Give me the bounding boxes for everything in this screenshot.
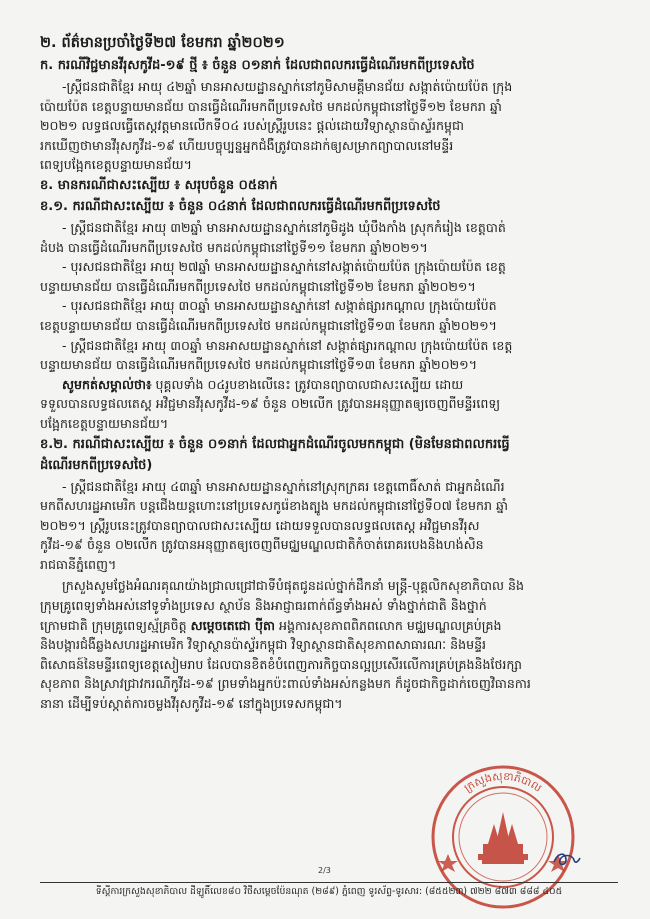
page-number: 2/3: [318, 866, 331, 875]
paragraph-line: មកពីសហរដ្ឋអាមេរិក បន្តជើងយន្តហោះនៅប្រទេសកូរ៉េខាងត្បូង មកដល់កម្ពុជានៅថ្ងៃទី០៧ ខែមករា ឆ្នាំ: [40, 498, 508, 514]
case-a-body: [40, 77, 618, 175]
note-label: សូមកត់សម្គាល់ថា៖: [62, 376, 152, 392]
paragraph-line: - ស្រ្តីជនជាតិខ្មែរ អាយុ ៤៣ឆ្នាំ មានអាសយដ្ឋានស្នាក់នៅស្រុកក្រគរ ខេត្តពោធិ៍សាត់ ជាអ្នកដំណើរ: [62, 478, 505, 494]
list-item-line: បន្ទាយមានជ័យ បានធ្វើដំណើរមកពីប្រទេសថៃ មកដល់កម្ពុជានៅថ្ងៃទី១៣ ខែមករា ឆ្នាំ២០២១។: [40, 357, 477, 373]
document-body: [40, 32, 618, 714]
paragraph-line: ពេទ្យបង្អែកខេត្តបន្ទាយមានជ័យ។: [40, 157, 192, 173]
list-item-line: - បុរសជនជាតិខ្មែរ អាយុ ២៧ឆ្នាំ មានអាសយដ្ឋានស្នាក់នៅសង្កាត់ប៉ោយប៉ែត ក្រុងប៉ោយប៉ែត ខេត្ត: [62, 259, 506, 275]
seal-text: ក្រសួងសុខាភិបាល: [461, 769, 545, 795]
list-item-line: - ស្រ្តីជនជាតិខ្មែរ អាយុ ៣០ឆ្នាំ មានអាសយដ្ឋានស្នាក់នៅ សង្កាត់ផ្សារកណ្តាល ក្រុងប៉ោយប៉ែត ខេត្ត: [62, 337, 513, 353]
closing-text: អង្គការសុខភាពពិភពលោក មជ្ឈមណ្ឌលគ្រប់គ្រង: [275, 617, 502, 633]
paragraph-line: ២០២១។ ស្រ្តីរូបនេះត្រូវបានព្យាបាលជាសះស្បើយ ដោយទទួលបានលទ្ធផលតេស្ត អវិជ្ជមានវីរុស: [40, 517, 480, 533]
note-line: ទទួលបានលទ្ធផលតេស្ត អវិជ្ជមានវីរុសកូវីដ-១៩ ចំនួន ០២លើក ត្រូវបានអនុញ្ញាតឲ្យចេញពីមន្ទីរពេទ្យ: [40, 396, 501, 412]
closing-line: នានា ដើម្បីទប់ស្កាត់ការចម្លងវីរុសកូវីដ-១៩ នៅក្នុងប្រទេសកម្ពុជា។: [40, 696, 343, 712]
closing-paragraph: [40, 576, 618, 713]
case-b2-title-cont: ដំណើរមកពីប្រទេសថៃ): [40, 457, 153, 473]
closing-text: ក្រោមជាតិ ក្រុមគ្រូពេទ្យស្ម័គ្រចិត្ត: [40, 617, 191, 633]
list-item-line: - ស្រ្តីជនជាតិខ្មែរ អាយុ ៣២ឆ្នាំ មានអាសយដ្ឋានស្នាក់នៅភូមិដូង ឃុំបឹងកាំង ស្រុកកំរៀង ខេត្តបាត់: [62, 219, 506, 235]
note-text: បុគ្គលទាំង ០៤រូបខាងលើនេះ ត្រូវបានព្យាបាលជាសះស្បើយ ដោយ: [151, 376, 464, 392]
paragraph-line: -ស្រ្តីជនជាតិខ្មែរ អាយុ ៤២ឆ្នាំ មានអាសយដ្ឋានស្នាក់នៅភូមិសាមគ្គីមានជ័យ សង្កាត់ប៉ោយប៉ែត ក្រុង: [62, 79, 513, 94]
temple-icon: [478, 812, 528, 864]
footer-address: ទីស្តីការក្រសួងសុខាភិបាល ដីឡូតិ៍លេខ៨០ វិថីសម្តេចប៉ែនណុត (២៨៩) ភ្នំពេញ ទូរស័ព្ទ-ទូរសារ: (៨៥៥២៣) ៧២២ ៨៧៣ ៨៨៨ ៤០៥: [95, 886, 563, 897]
closing-line: ក្រសួងសូមថ្លែងអំណរគុណយ៉ាងជ្រាលជ្រៅជាទីបំផុតជូនដល់ថ្នាក់ដឹកនាំ មន្ត្រី-បុគ្គលិកសុខាភិបាល និង: [62, 578, 525, 594]
list-item-line: បន្ទាយមានជ័យ បានធ្វើដំណើរមកពីប្រទេសថៃ មកដល់កម្ពុជានៅថ្ងៃទី១២ ខែមករា ឆ្នាំ២០២១។: [40, 278, 476, 294]
list-item-line: ដំបង បានធ្វើដំណើរមកពីប្រទេសថៃ មកដល់កម្ពុជានៅថ្ងៃទី១១ ខែមករា ឆ្នាំ២០២១។: [40, 239, 428, 255]
closing-line: [40, 616, 618, 636]
paragraph-line: កូវីដ-១៩ ចំនួន ០២លើក ត្រូវបានអនុញ្ញាតឲ្យចេញពីមជ្ឈមណ្ឌលជាតិកំចាត់រោគរបេងនិងហង់សិន: [40, 537, 484, 553]
case-b2-title: ខ.២. ករណីជាសះស្បើយ ៖ ចំនួន ០១នាក់ ដែលជាអ្នកដំណើរចូលមកកម្ពុជា (មិនមែនជាពលករធ្វើ: [40, 436, 510, 452]
case-b1-title: ខ.១. ករណីជាសះស្បើយ ៖ ចំនួន ០៤នាក់ ដែលជាពលករធ្វើដំណើរមកពីប្រទេសថៃ: [40, 198, 441, 214]
signature-mark: [550, 848, 584, 870]
section-heading: ២. ព័ត៌មានប្រចាំថ្ងៃទី២៧ ខែមករា ឆ្នាំ២០២១: [40, 35, 285, 51]
paragraph-line: រាជធានីភ្នំពេញ។: [40, 556, 117, 572]
closing-line: ក្រុមគ្រូពេទ្យទាំងអស់នៅទូទាំងប្រទេស ស្ថាប័ន និងអាជ្ញាធរពាក់ព័ន្ធទាំងអស់ ទាំងថ្នាក់ជាតិ និងថ្នាក់: [40, 598, 487, 614]
case-b-title: ខ. មានករណីជាសះស្បើយ ៖ សរុបចំនួន ០៥នាក់: [40, 177, 278, 193]
recovery-note: [40, 375, 618, 395]
case-a-title: ក. ករណីវិជ្ជមានវីរុសកូវីដ-១៩ ថ្មី ៖ ចំនួន ០១នាក់ ដែលជាពលករធ្វើដំណើរមកពីប្រទេសថៃ: [40, 58, 475, 73]
paragraph-line: ២០២១ លទ្ធផលធ្វើតេស្តវត្តមានលើកទី០៤ របស់ស្រ្តីរូបនេះ ផ្តល់ដោយវិទ្យាស្ថានប៉ាស្ទ័រកម្ពុជា: [40, 118, 464, 134]
case-b2-body: [40, 477, 618, 575]
footer-divider: [40, 882, 618, 883]
case-b1-list: [40, 218, 618, 375]
closing-line: និងបង្ការជំងឺឆ្លងសហរដ្ឋអាមេរិក វិទ្យាស្ថានប៉ាស្ទ័រកម្ពុជា វិទ្យាស្ថានជាតិសុខភាពសាធារណៈ និងមន្ទីរ: [40, 637, 487, 653]
list-item-line: ខេត្តបន្ទាយមានជ័យ បានធ្វើដំណើរមកពីប្រទេសថៃ មកដល់កម្ពុជានៅថ្ងៃទី១៣ ខែមករា ឆ្នាំ២០២១។: [40, 317, 497, 333]
closing-line: សុខភាព និងស្រាវជ្រាវករណីកូវីដ-១៩ ព្រមទាំងអ្នកប៉ះពាល់ទាំងអស់កន្លងមក ក៏ដូចជាកិច្ចដាក់ចេញវិធានការ: [40, 676, 531, 692]
paragraph-line: ប៉ោយប៉ែត ខេត្តបន្ទាយមានជ័យ បានធ្វើដំណើរមកពីប្រទេសថៃ មកដល់កម្ពុជានៅថ្ងៃទី១២ ខែមករា ឆ្នាំ: [40, 98, 502, 114]
note-line: បង្អែកខេត្តបន្ទាយមានជ័យ។: [40, 415, 169, 431]
closing-bold-name: សម្តេចតេជោ ប៉ីតា: [190, 617, 275, 633]
list-item-line: - បុរសជនជាតិខ្មែរ អាយុ ៣០ឆ្នាំ មានអាសយដ្ឋានស្នាក់នៅ សង្កាត់ផ្សារកណ្តាល ក្រុងប៉ោយប៉ែត: [62, 298, 497, 314]
paragraph-line: រកឃើញថាមានវីរុសកូវីដ-១៩ ហើយបច្ចុប្បន្នអ្នកជំងឺត្រូវបានដាក់ឲ្យសម្រាកព្យាបាលនៅមន្ទីរ: [40, 137, 454, 153]
closing-line: ពិសោធន៍នៃមន្ទីរពេទ្យខេត្តសៀមរាប ដែលបានខិតខំបំពេញភារកិច្ចបានល្អប្រសើរលើការគ្រប់គ្រងនិងថែរក្សា: [40, 656, 522, 672]
